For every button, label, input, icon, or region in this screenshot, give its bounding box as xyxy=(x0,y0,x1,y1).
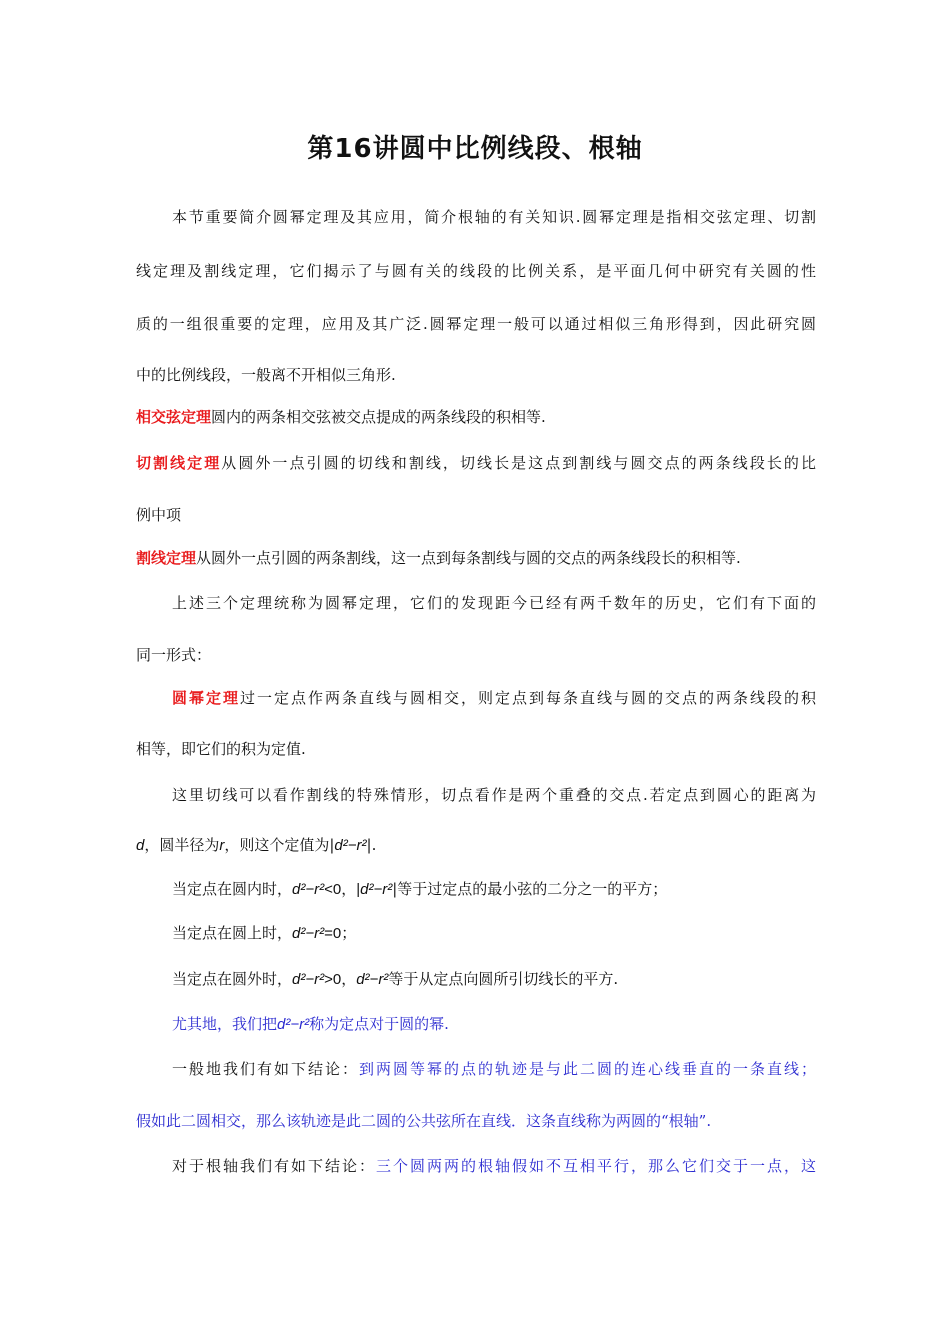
case-on xyxy=(136,922,816,945)
tangent-note-text-b: ，则这个定值为| xyxy=(224,836,335,854)
case-on-lead: 当定点在圆上时， xyxy=(172,924,293,942)
power-theorem-text: 过一定点作两条直线与圆相交，则定点到每条直线与圆的交点的两条线段的积 xyxy=(240,689,816,707)
power-theorem-cont: 相等，即它们的积为定值. xyxy=(136,740,306,758)
intro-line-1: 本节重要简介圆幂定理及其应用，简介根轴的有关知识.圆幂定理是指相交弦定理、切割 xyxy=(172,208,816,226)
summary-line-1: 上述三个定理统称为圆幂定理，它们的发现距今已经有两千数年的历史，它们有下面的 xyxy=(172,594,816,612)
power-expression: d²−r² xyxy=(334,837,367,854)
case-inside-lead: 当定点在圆内时， xyxy=(172,880,293,898)
power-theorem-term: 圆幂定理 xyxy=(172,689,240,707)
page-title: 第16讲圆中比例线段、根轴 xyxy=(307,134,643,164)
case-outside-mid: >0， xyxy=(324,971,357,988)
power-definition-expr: d²−r² xyxy=(277,1016,310,1033)
secant-theorem-term: 割线定理 xyxy=(136,549,197,567)
summary-line-2: 同一形式： xyxy=(136,646,212,664)
power-definition-tail: 称为定点对于圆的幂. xyxy=(309,1015,449,1033)
tangent-note-line-2 xyxy=(136,834,816,857)
case-outside-expr: d²−r² xyxy=(292,971,325,988)
tangent-theorem-cont: 例中项 xyxy=(136,506,182,524)
locus-conclusion-cont: 假如此二圆相交，那么该轨迹是此二圆的公共弦所在直线．这条直线称为两圆的“根轴”. xyxy=(136,1112,712,1130)
tangent-note-text-a: ，圆半径为 xyxy=(144,836,220,854)
radical-lead: 对于根轴我们有如下结论： xyxy=(172,1157,376,1175)
case-outside-lead: 当定点在圆外时， xyxy=(172,970,293,988)
case-outside-expr2: d²−r² xyxy=(356,971,389,988)
radical-blue-text: 三个圆两两的根轴假如不互相平行，那么它们交于一点，这 xyxy=(376,1157,816,1175)
intro-line-3: 质的一组很重要的定理，应用及其广泛.圆幂定理一般可以通过相似三角形得到，因此研究圆 xyxy=(136,315,816,333)
intro-line-2: 线定理及割线定理，它们揭示了与圆有关的线段的比例关系，是平面几何中研究有关圆的性 xyxy=(136,262,816,280)
tangent-theorem-term: 切割线定理 xyxy=(136,454,222,472)
chord-theorem xyxy=(136,406,816,428)
power-theorem xyxy=(136,687,816,709)
power-definition-lead: 尤其地，我们把 xyxy=(172,1015,278,1033)
case-inside xyxy=(136,878,816,901)
secant-theorem xyxy=(136,547,816,569)
chord-theorem-term: 相交弦定理 xyxy=(136,408,212,426)
chord-theorem-text: 圆内的两条相交弦被交点提成的两条线段的积相等. xyxy=(211,408,546,426)
radical-axis-conclusion xyxy=(136,1155,816,1177)
intro-line-4: 中的比例线段，一般离不开相似三角形. xyxy=(136,366,396,384)
power-definition xyxy=(136,1013,816,1036)
case-outside-tail: 等于从定点向圆所引切线长的平方. xyxy=(388,970,619,988)
tangent-note-line-1: 这里切线可以看作割线的特殊情形，切点看作是两个重叠的交点.若定点到圆心的距离为 xyxy=(172,786,816,804)
locus-conclusion xyxy=(136,1058,816,1080)
case-on-tail: =0； xyxy=(324,925,357,942)
var-d: d xyxy=(136,837,145,854)
case-inside-tail: |等于过定点的最小弦的二分之一的平方； xyxy=(392,880,668,898)
secant-theorem-text: 从圆外一点引圆的两条割线，这一点到每条割线与圆的交点的两条线段长的积相等. xyxy=(196,549,741,567)
case-outside xyxy=(136,968,816,991)
case-inside-expr2: d²−r² xyxy=(360,881,393,898)
locus-blue-text: 到两圆等幂的点的轨迹是与此二圆的连心线垂直的一条直线； xyxy=(359,1060,816,1078)
tangent-theorem xyxy=(136,452,816,474)
tangent-theorem-text: 从圆外一点引圆的切线和割线，切线长是这点到割线与圆交点的两条线段长的比 xyxy=(221,454,816,472)
case-inside-mid: <0，| xyxy=(324,881,361,898)
case-on-expr: d²−r² xyxy=(292,925,325,942)
locus-lead: 一般地我们有如下结论： xyxy=(172,1060,359,1078)
case-inside-expr: d²−r² xyxy=(292,881,325,898)
var-r: r xyxy=(219,837,225,854)
tangent-note-text-c: |. xyxy=(366,836,377,854)
